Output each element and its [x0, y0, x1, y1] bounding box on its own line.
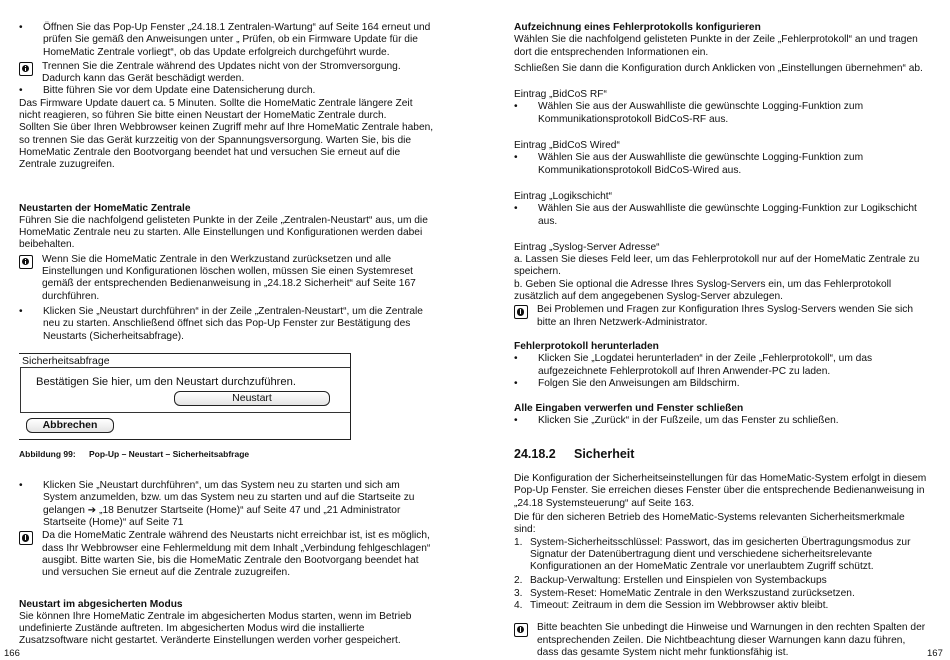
caption-text: Pop-Up – Neustart – Sicherheitsabfrage: [89, 448, 250, 459]
section-title: Sicherheit: [574, 446, 635, 461]
bullet: •: [514, 152, 518, 164]
list-number: 3.: [514, 587, 523, 599]
caption-number: Abbildung 99:: [19, 448, 76, 459]
dialog-message: Bestätigen Sie hier, um den Neustart durchzuführen.: [36, 375, 296, 388]
paragraph: Die Konfiguration der Sicherheitseinstellungen für das HomeMatic-System erfolgt in diesem Pop-Up Fenster. Sie erreichen dieses Fenster über die entsprechende Bedienanweisung in „24.18 Systemsteuerung“ auf Seite 163.: [514, 473, 927, 509]
bullet-text: Wählen Sie aus der Auswahlliste die gewünschte Logging-Funktion zur Logikschicht aus.: [538, 203, 917, 227]
bullet-item: [514, 203, 928, 228]
bullet-text: Öffnen Sie das Pop-Up Fenster „24.18.1 Zentralen-Wartung“ auf Seite 164 erneut und prüfen Sie gemäß den Anweisungen unter „ Prüfen, ob ein Firmware Update für die HomeMatic Zentrale vorliegt“, ob das Update erfolgreich durchgeführt wurde.: [43, 22, 431, 58]
bullet-text: Klicken Sie „Logdatei herunterladen“ in der Zeile „Fehlerprotokoll“, um das aufgezeichnete Fehlerprotokoll auf Ihren Anwender-PC zu laden.: [538, 353, 873, 377]
paragraph: Das Firmware Update dauert ca. 5 Minuten. Sollte die HomeMatic Zentrale längere Zeit nicht reagieren, so führen Sie bitte einen Neustart der HomeMatic Zentrale durch.: [19, 97, 413, 122]
security-dialog: [19, 353, 351, 445]
bullet-item: [19, 22, 435, 59]
paragraph: Schließen Sie dann die Konfiguration durch Anklicken von „Einstellungen übernehmen“ ab.: [514, 62, 923, 74]
note: [19, 61, 435, 86]
bullet: •: [19, 305, 23, 317]
bullet-text: Klicken Sie „Neustart durchführen“, um das System neu zu starten und sich am System anzumelden, bzw. um das System neu zu starten und auf die Startseite zu gelangen ➔ „18 Benutzer Startseite (Home)“ auf Seite 47 und „21 Administrator Startseite (Home)“ auf Seite 71: [43, 480, 415, 529]
note: [514, 304, 928, 329]
paragraph: Die für den sicheren Betrieb des HomeMatic-Systems relevanten Sicherheitsmerkmale sind:: [514, 511, 905, 536]
note-text: Bei Problemen und Fragen zur Konfiguration Ihres Syslog-Servers wenden Sie sich bitte an Ihren Netzwerk-Administrator.: [537, 304, 914, 328]
info-icon: [514, 623, 528, 637]
note-text: Bitte beachten Sie unbedingt die Hinweise und Warnungen in den rechten Spalten der entsprechenden Zeilen. Die Nichtbeachtung dieser Warnungen kann dazu führen, dass das gesamte System nicht mehr funktionsfähig ist.: [537, 622, 926, 658]
bullet-item: [514, 415, 928, 427]
list-item: [514, 600, 928, 612]
list-text: Timeout: Zeitraum in dem die Session im Webbrowser aktiv bleibt.: [530, 599, 829, 611]
bullet-item: [514, 152, 928, 177]
right-page: [514, 22, 928, 659]
bullet-text: Wählen Sie aus der Auswahlliste die gewünschte Logging-Funktion zum Kommunikationsprotokoll BidCoS-Wired aus.: [538, 152, 864, 176]
heading-discard: Alle Eingaben verwerfen und Fenster schließen: [514, 403, 744, 415]
section-heading: [514, 448, 928, 460]
note: [19, 254, 435, 303]
bullet: •: [19, 22, 23, 33]
bullet: •: [19, 85, 23, 97]
info-icon: [19, 531, 33, 545]
bullet: •: [514, 353, 518, 365]
info-icon: [514, 305, 528, 319]
bullet-item: [19, 85, 435, 97]
bullet-item: [514, 353, 928, 378]
entry-label: Eintrag „Logikschicht“: [514, 190, 612, 202]
heading-download-log: Fehlerprotokoll herunterladen: [514, 340, 659, 352]
bullet-item: [19, 480, 435, 529]
info-icon: [19, 255, 33, 269]
dialog-title: Sicherheitsabfrage: [22, 354, 110, 367]
bullet: •: [514, 203, 518, 215]
bullet: •: [19, 480, 23, 492]
cancel-button[interactable]: Abbrechen: [26, 418, 114, 433]
bullet-item: [19, 306, 435, 343]
bullet-item: [514, 378, 928, 390]
entry-label: Eintrag „BidCoS Wired“: [514, 140, 620, 152]
section-number: 24.18.2: [514, 446, 556, 461]
figure-caption: [19, 448, 435, 460]
bullet: •: [514, 101, 518, 113]
heading-safe-mode: Neustart im abgesicherten Modus: [19, 598, 183, 610]
bullet-item: [514, 101, 928, 126]
dialog-border: [19, 439, 351, 440]
list-item: [514, 575, 928, 587]
paragraph: a. Lassen Sie dieses Feld leer, um das Fehlerprotokoll nur auf der HomeMatic Zentrale zu speichern.: [514, 254, 920, 278]
list-item: [514, 537, 928, 574]
note-text: Da die HomeMatic Zentrale während des Neustarts nicht erreichbar ist, ist es möglich, dass Ihr Webbrowser eine Fehlermeldung mit dem Inhalt „Verbindung fehlgeschlagen“ ausgibt. Bitte warten Sie, bis die HomeMatic Zentrale den Bootvorgang beendet hat und versuchen Sie erneut auf die Zentrale zuzugreifen.: [42, 530, 431, 579]
list-number: 2.: [514, 575, 523, 587]
bullet-text: Klicken Sie „Neustart durchführen“ in der Zeile „Zentralen-Neustart“, um die Zentrale neu zu starten. Anschließend öffnet sich das Pop-Up Fenster zur Bestätigung des Neustarts (Sicherheitsabfrage).: [43, 305, 423, 342]
bullet-text: Folgen Sie den Anweisungen am Bildschirm.: [538, 377, 740, 389]
bullet-text: Klicken Sie „Zurück“ in der Fußzeile, um das Fenster zu schließen.: [538, 415, 839, 427]
dialog-titlebar: [19, 353, 351, 367]
note: [19, 530, 435, 579]
note-text: Wenn Sie die HomeMatic Zentrale in den Werkzustand zurücksetzen und alle Einstellungen und Konfigurationen löschen wollen, müssen Sie einen Systemreset gemäß der entsprechenden Bedienanweisung in „24.18.2 Sicherheit“ auf Seite 167 durchführen.: [42, 253, 416, 302]
heading-error-log: Aufzeichnung eines Fehlerprotokolls konfigurieren: [514, 22, 761, 33]
dialog-border: [350, 353, 351, 440]
page-number-right: 167: [927, 648, 943, 659]
paragraph: Wählen Sie die nachfolgend gelisteten Punkte in der Zeile „Fehlerprotokoll“ an und tragen dort die entsprechenden Informationen ein.: [514, 34, 918, 58]
paragraph: b. Geben Sie optional die Adresse Ihres Syslog-Servers ein, um das Fehlerprotokoll zusätzlich auf dem angegebenen Syslog-Server abzulegen.: [514, 278, 892, 303]
list-text: System-Sicherheitsschlüssel: Passwort, das im gesicherten Übertragungsmodus zur Signatur der Datenübertragung dient und verschiedene sicherheitsrelevante Konfigurationen an der HomeMatic Zentrale vor unerlaubtem Zugriff schützt.: [530, 536, 911, 573]
paragraph: Führen Sie die nachfolgend gelisteten Punkte in der Zeile „Zentralen-Neustart“ aus, um die HomeMatic Zentrale neu zu starten. Alle Einstellungen und Konfigurationen werden dabei beibehalten.: [19, 214, 428, 251]
list-text: Backup-Verwaltung: Erstellen und Einspielen von Systembackups: [530, 575, 827, 587]
paragraph: Sollten Sie über Ihren Webbrowser keinen Zugriff mehr auf Ihre HomeMatic Zentrale haben, so trennen Sie das Gerät kurzzeitig von der Spannungsversorgung. Warten Sie, bis die HomeMatic Zentrale den Bootvorgang beendet hat und versuchen Sie erneut auf die Zentrale zuzugreifen.: [19, 122, 434, 171]
list-text: System-Reset: HomeMatic Zentrale in den Werkszustand zurücksetzen.: [530, 587, 855, 599]
heading-restart: Neustarten der HomeMatic Zentrale: [19, 202, 191, 214]
list-number: 1.: [514, 536, 523, 548]
entry-label: Eintrag „Syslog-Server Adresse“: [514, 241, 660, 253]
bullet: •: [514, 377, 518, 389]
info-icon: [19, 62, 33, 76]
bullet-text: Bitte führen Sie vor dem Update eine Datensicherung durch.: [43, 85, 316, 97]
dialog-body: [20, 367, 351, 413]
note-text: Trennen Sie die Zentrale während des Updates nicht von der Stromversorgung. Dadurch kann das Gerät beschädigt werden.: [42, 60, 401, 85]
list-item: [514, 588, 928, 600]
left-page: [19, 22, 435, 648]
note: [514, 622, 928, 659]
bullet: •: [514, 415, 518, 427]
restart-button[interactable]: Neustart: [174, 391, 330, 406]
paragraph: Sie können Ihre HomeMatic Zentrale im abgesicherten Modus starten, wenn im Betrieb undefinierte Zustände auftreten. Im abgesicherten Modus wird die installierte Zusatzsoftware nicht gestartet. Veränderte Einstellungen werden vorher gespeichert.: [19, 610, 412, 647]
page-number-left: 166: [4, 648, 20, 659]
entry-label: Eintrag „BidCoS RF“: [514, 89, 607, 101]
bullet-text: Wählen Sie aus der Auswahlliste die gewünschte Logging-Funktion zum Kommunikationsprotokoll BidCoS-RF aus.: [538, 101, 864, 125]
list-number: 4.: [514, 599, 523, 611]
